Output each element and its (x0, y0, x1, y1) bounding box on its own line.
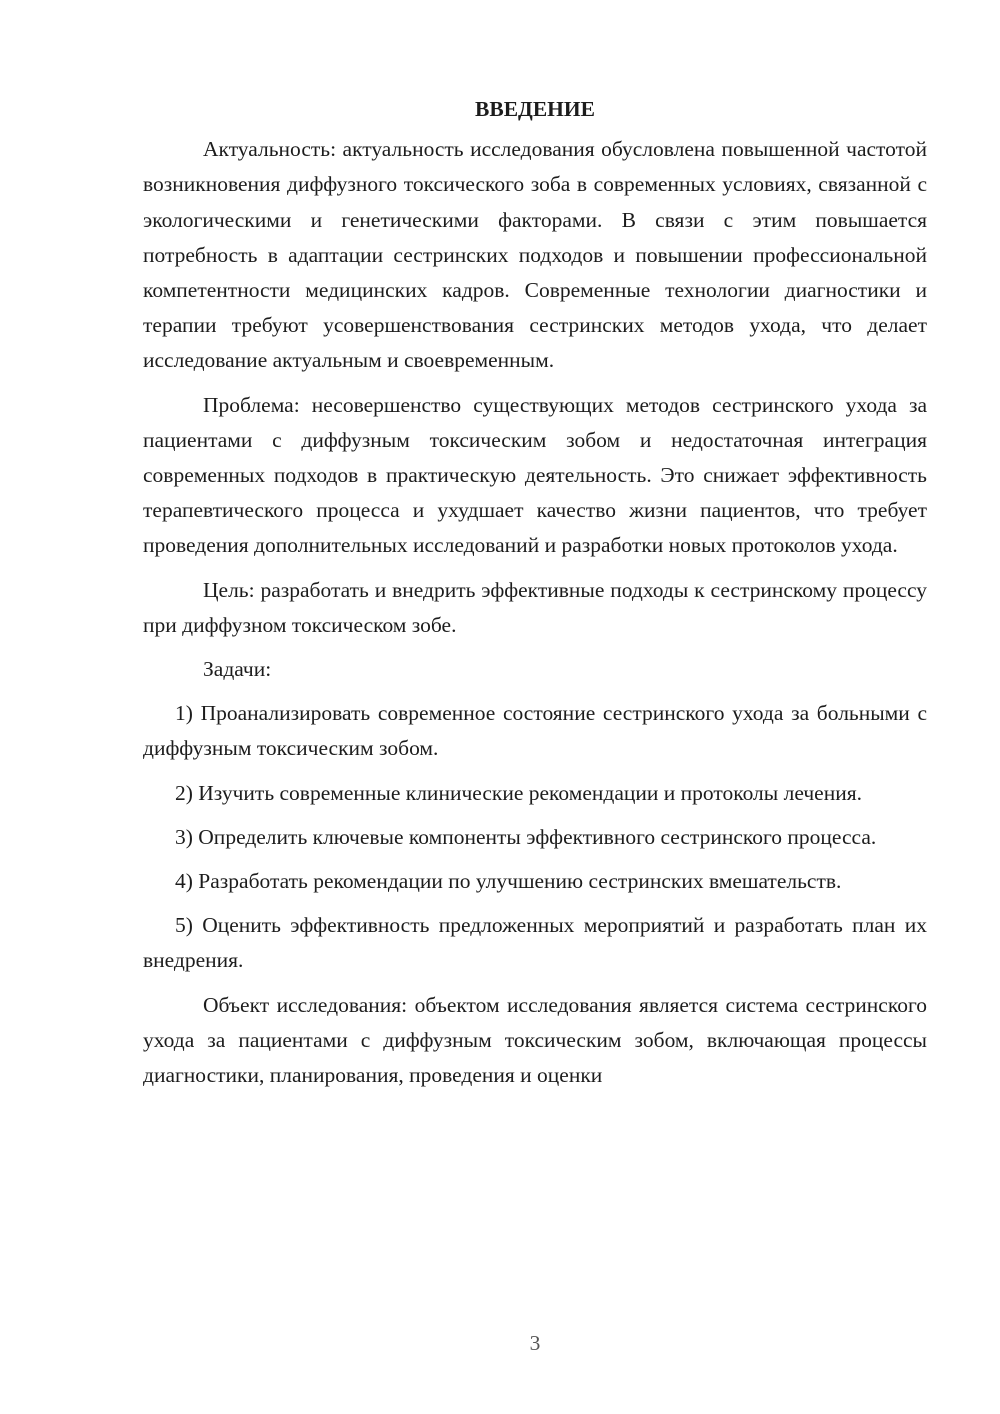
task-item: 3) Определить ключевые компоненты эффективного сестринского процесса. (175, 824, 877, 849)
task-item: 2) Изучить современные клинические рекомендации и протоколы лечения. (175, 780, 862, 805)
problem-paragraph: Проблема: несовершенство существующих методов сестринского ухода за пациентами с диффузным токсическим зобом и недостаточная интеграция современных подходов в практическую деятельность. Это снижает эффективность терапевтического процесса и ухудшает качество жизни пациентов, что требует проведения дополнительных исследований и разработки новых протоколов ухода. (143, 392, 927, 558)
relevance-paragraph: Актуальность: актуальность исследования обусловлена повышенной частотой возникновения диффузного токсического зоба в современных условиях, связанной с экологическими и генетическими факторами. В связи с этим повышается потребность в адаптации сестринских подходов и повышении профессиональной компетентности медицинских кадров. Современные технологии диагностики и терапии требуют усовершенствования сестринских методов ухода, что делает исследование актуальным и своевременным. (143, 137, 927, 373)
tasks-heading: Задачи: (203, 657, 272, 682)
task-item: 1) Проанализировать современное состояние сестринского ухода за больными с диффузным токсическим зобом. (143, 701, 927, 761)
goal-paragraph: Цель: разработать и внедрить эффективные подходы к сестринскому процессу при диффузном токсическом зобе. (143, 577, 927, 637)
object-paragraph: Объект исследования: объектом исследования является система сестринского ухода за пациентами с диффузным токсическим зобом, включающая процессы диагностики, планирования, проведения и оценки (143, 992, 927, 1088)
section-heading: ВВЕДЕНИЕ (475, 97, 595, 121)
page-number: 3 (529, 1331, 541, 1355)
document-page (143, 92, 927, 1102)
task-item: 5) Оценить эффективность предложенных мероприятий и разработать план их внедрения. (143, 913, 927, 973)
task-item: 4) Разработать рекомендации по улучшению сестринских вмешательств. (175, 869, 842, 894)
